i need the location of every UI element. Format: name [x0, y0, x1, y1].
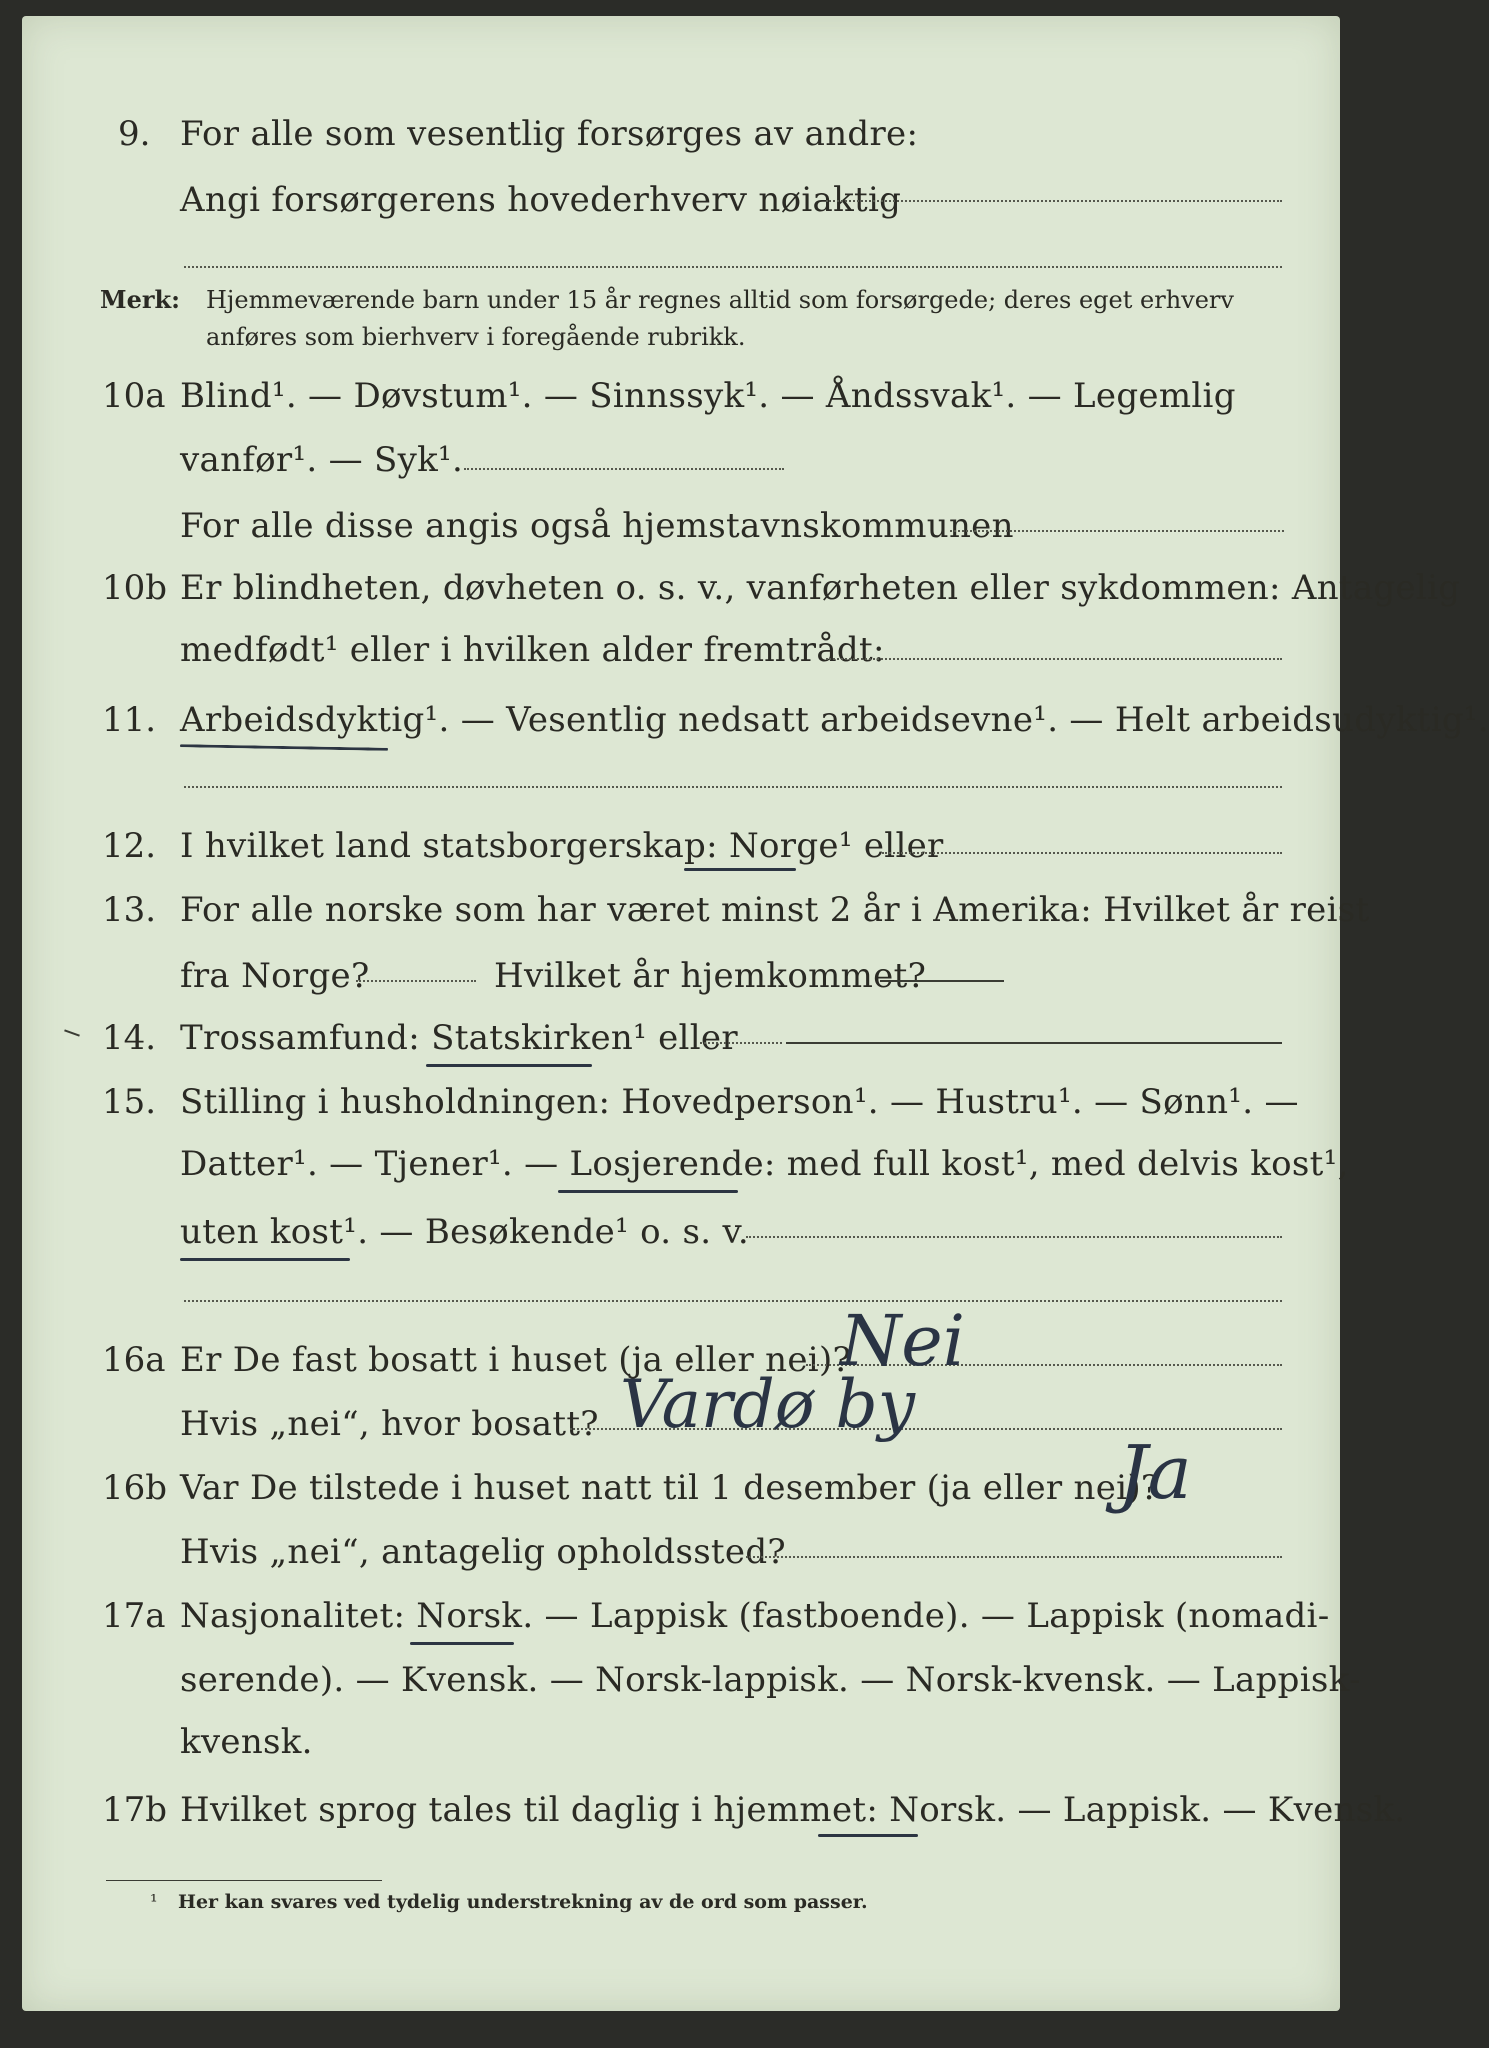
q9-answer-field[interactable] [826, 200, 1282, 202]
q15-underline-losjerende [558, 1190, 738, 1193]
merk-label: Merk: [100, 285, 180, 314]
q14-answer-field-dots[interactable] [700, 1042, 782, 1044]
q10b-answer-field[interactable] [826, 658, 1282, 660]
q14-line1: Trossamfund: Statskirken¹ eller [180, 1018, 738, 1058]
q17a-number: 17a [102, 1596, 166, 1636]
q16b-line2: Hvis „nei“, antagelig opholdssted? [180, 1532, 786, 1572]
q10a-line1: Blind¹. — Døvstum¹. — Sinnssyk¹. — Åndssvak¹. — Legemlig [180, 376, 1236, 416]
q16a-line2: Hvis „nei“, hvor bosatt? [180, 1404, 599, 1444]
q10a-number: 10a [102, 376, 166, 416]
q10a-hometown-field[interactable] [950, 530, 1284, 532]
q15-line1: Stilling i husholdningen: Hovedperson¹. — Hustru¹. — Sønn¹. — [180, 1082, 1299, 1122]
q9-answer-field-2[interactable] [184, 266, 1282, 268]
q17b-line1: Hvilket sprog tales til daglig i hjemmet: Norsk. — Lappisk. — Kvensk. [180, 1790, 1406, 1830]
q11-line1: Arbeidsdyktig¹. — Vesentlig nedsatt arbeidsevne¹. — Helt arbeidsudyktig¹. [180, 700, 1489, 740]
q13-return-field[interactable] [880, 980, 1004, 982]
q13-line2b: Hvilket år hjemkommet? [494, 956, 927, 996]
q14-number: 14. [102, 1018, 157, 1058]
q10a-line2: vanfør¹. — Syk¹. [180, 440, 464, 480]
q15-number: 15. [102, 1082, 157, 1122]
q9-number: 9. [118, 114, 151, 154]
q16a-handwritten-residence: Vardø by [620, 1366, 916, 1443]
q16a-number: 16a [102, 1340, 166, 1380]
q11-answer-field[interactable] [184, 786, 1282, 788]
footnote-rule [106, 1880, 382, 1881]
q17a-underline-mark [410, 1642, 514, 1645]
q16b-line1: Var De tilstede i huset natt til 1 desember (ja eller nei)? [180, 1468, 1160, 1508]
q17b-number: 17b [102, 1790, 168, 1830]
q17b-underline-mark [818, 1834, 918, 1837]
q11-number: 11. [102, 700, 157, 740]
q12-underline-mark [684, 868, 796, 871]
q9-line1: For alle som vesentlig forsørges av andre: [180, 114, 919, 154]
q17a-line3: kvensk. [180, 1722, 313, 1762]
q15-line3: uten kost¹. — Besøkende¹ o. s. v. [180, 1212, 750, 1252]
q14-underline-mark [426, 1064, 592, 1067]
q10b-line1: Er blindheten, døvheten o. s. v., vanførheten eller sykdommen: Antagelig [180, 568, 1461, 608]
q13-departure-field[interactable] [356, 980, 476, 982]
q17a-line2: serende). — Kvensk. — Norsk-lappisk. — Norsk-kvensk. — Lappisk- [180, 1660, 1361, 1700]
q16b-handwritten-answer: Ja [1118, 1430, 1192, 1516]
q13-number: 13. [102, 890, 157, 930]
q16a-handwritten-answer: Nei [840, 1300, 966, 1382]
footnote-text: Her kan svares ved tydelig understrekning av de ord som passer. [178, 1891, 868, 1913]
q15-answer-field[interactable] [746, 1236, 1282, 1238]
q12-number: 12. [102, 826, 157, 866]
q10b-number: 10b [102, 568, 168, 608]
q14-answer-field[interactable] [786, 1042, 1282, 1044]
q12-answer-field[interactable] [882, 852, 1282, 854]
q16b-number: 16b [102, 1468, 168, 1508]
q16a-line1: Er De fast bosatt i huset (ja eller nei)? [180, 1340, 852, 1380]
q13-line2: fra Norge? [180, 956, 370, 996]
q13-line1: For alle norske som har været minst 2 år i Amerika: Hvilket år reist [180, 890, 1370, 930]
q16b-place-field[interactable] [746, 1556, 1282, 1558]
merk-line2: anføres som bierhverv i foregående rubrikk. [206, 323, 746, 351]
merk-line1: Hjemmeværende barn under 15 år regnes alltid som forsørgede; deres eget erhverv [206, 286, 1234, 314]
q10a-answer-field[interactable] [464, 468, 784, 470]
footnote-mark: ¹ [150, 1891, 158, 1913]
q15-underline-uten-kost [180, 1258, 350, 1261]
q9-line2: Angi forsørgerens hovederhverv nøiaktig [180, 180, 902, 220]
q15-answer-field-2[interactable] [184, 1300, 1282, 1302]
q17a-line1: Nasjonalitet: Norsk. — Lappisk (fastboende). — Lappisk (nomadi- [180, 1596, 1330, 1636]
q15-line2: Datter¹. — Tjener¹. — Losjerende: med full kost¹, med delvis kost¹, [180, 1144, 1349, 1184]
q10a-line3: For alle disse angis også hjemstavnskommunen [180, 506, 1014, 546]
census-form-page [22, 16, 1340, 2011]
q10b-line2: medfødt¹ eller i hvilken alder fremtrådt: [180, 630, 885, 670]
q12-line1: I hvilket land statsborgerskap: Norge¹ eller [180, 826, 944, 866]
